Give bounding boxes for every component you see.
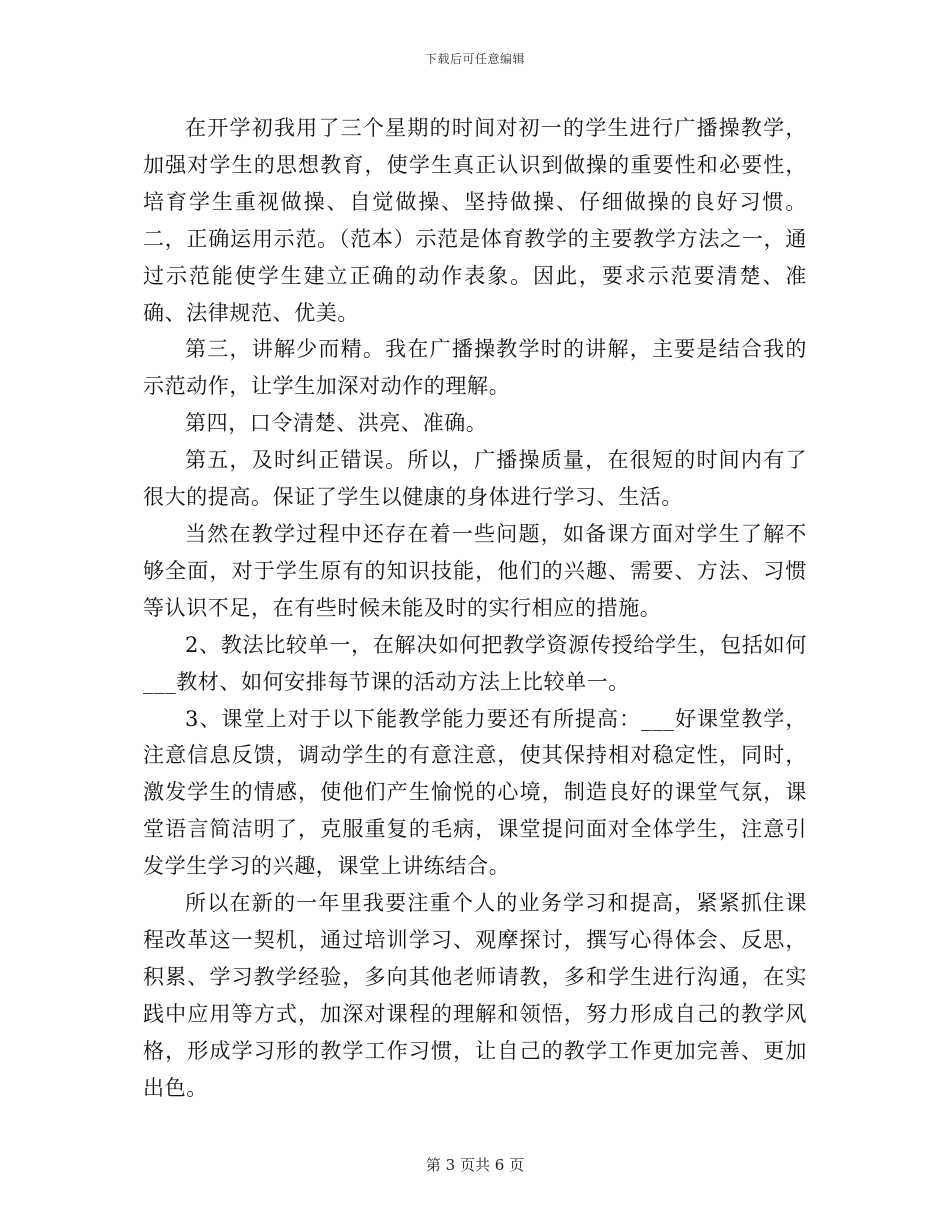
paragraph-5: 当然在教学过程中还存在着一些问题，如备课方面对学生了解不够全面，对于学生原有的知识技能，他们的兴趣、需要、方法、习惯等认识不足，在有些时候未能及时的实行相应的措施。	[143, 521, 807, 620]
page-footer: 第 3 页共 6 页	[425, 1156, 525, 1174]
document-body	[143, 110, 807, 1106]
paragraph-8: 所以在新的一年里我要注重个人的业务学习和提高，紧紧抓住课程改革这一契机，通过培训学习、观摩探讨，撰写心得体会、反思，积累、学习教学经验，多向其他老师请教，多和学生进行沟通，在实践中应用等方式，加深对课程的理解和领悟，努力形成自己的教学风格，形成学习形的教学工作习惯，让自己的教学工作更加完善、更加出色。	[143, 891, 807, 1100]
paragraph-3: 第四，口令清楚、洪亮、准确。	[185, 411, 488, 436]
paragraph-2: 第三，讲解少而精。我在广播操教学时的讲解，主要是结合我的示范动作，让学生加深对动作的理解。	[143, 337, 807, 399]
paragraph-4: 第五，及时纠正错误。所以，广播操质量，在很短的时间内有了很大的提高。保证了学生以健康的身体进行学习、生活。	[143, 448, 807, 510]
paragraph-7: 3、课堂上对于以下能教学能力要还有所提高：___好课堂教学，注意信息反馈，调动学生的有意注意，使其保持相对稳定性，同时，激发学生的情感，使他们产生愉悦的心境，制造良好的课堂气氛，课堂语言简洁明了，克服重复的毛病，课堂提问面对全体学生，注意引发学生学习的兴趣，课堂上讲练结合。	[143, 706, 807, 879]
page-header: 下载后可任意编辑	[424, 52, 525, 66]
paragraph-6: 2、教法比较单一，在解决如何把教学资源传授给学生，包括如何___教材、如何安排每节课的活动方法上比较单一。	[143, 632, 807, 694]
paragraph-1: 在开学初我用了三个星期的时间对初一的学生进行广播操教学，加强对学生的思想教育，使学生真正认识到做操的重要性和必要性，培育学生重视做操、自觉做操、坚持做操、仔细做操的良好习惯。二，正确运用示范。（范本）示范是体育教学的主要教学方法之一，通过示范能使学生建立正确的动作表象。因此，要求示范要清楚、准确、法律规范、优美。	[143, 116, 807, 325]
